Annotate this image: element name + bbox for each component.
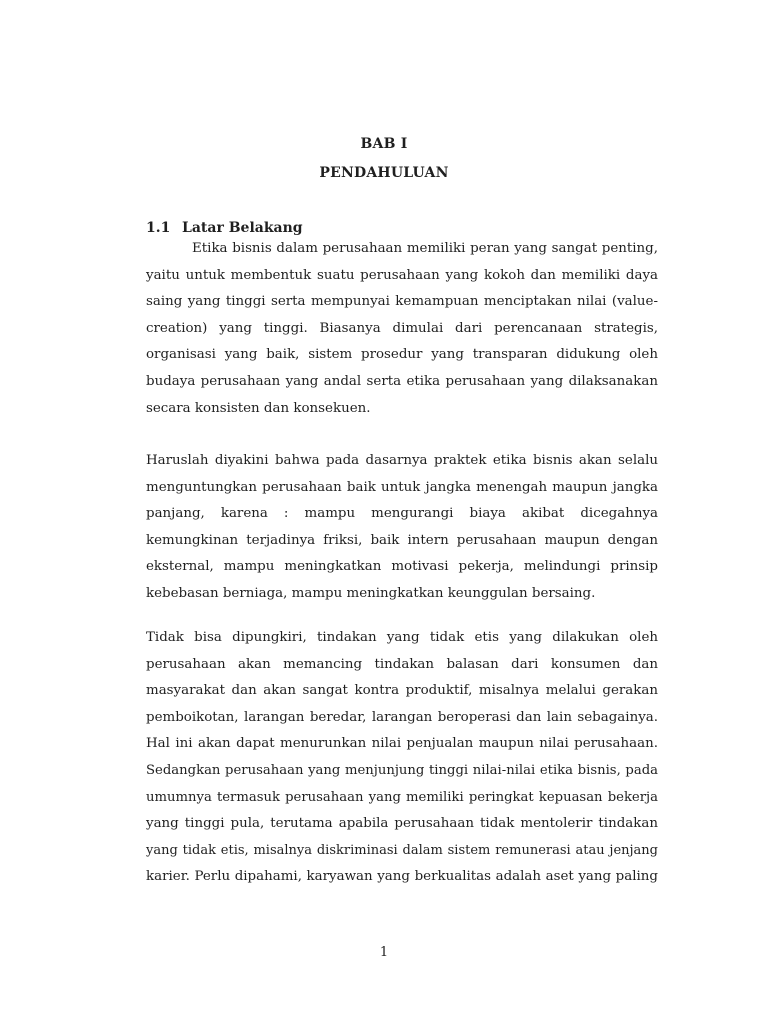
- paragraph-line: yang tidak etis, misalnya diskriminasi dalam sistem remunerasi atau jenjang: [146, 842, 658, 858]
- paragraph-line: karier. Perlu dipahami, karyawan yang berkualitas adalah aset yang paling: [146, 869, 658, 885]
- section-heading: [146, 220, 303, 236]
- paragraph-line: perusahaan akan memancing tindakan balasan dari konsumen dan: [146, 656, 658, 672]
- paragraph-line: saing yang tinggi serta mempunyai kemampuan menciptakan nilai (value-: [146, 294, 658, 310]
- paragraph-line: Tidak bisa dipungkiri, tindakan yang tidak etis yang dilakukan oleh: [146, 630, 658, 645]
- paragraph-line: creation) yang tinggi. Biasanya dimulai dari perencanaan strategis,: [146, 320, 658, 336]
- paragraph-line: masyarakat dan akan sangat kontra produktif, misalnya melalui gerakan: [146, 683, 658, 699]
- paragraph-line: eksternal, mampu meningkatkan motivasi pekerja, melindungi prinsip: [146, 559, 658, 575]
- paragraph-line: pemboikotan, larangan beredar, larangan beroperasi dan lain sebagainya.: [146, 709, 658, 725]
- paragraph-line: kemungkinan terjadinya friksi, baik intern perusahaan maupun dengan: [146, 532, 658, 548]
- paragraph-line: yang tinggi pula, terutama apabila perusahaan tidak mentolerir tindakan: [146, 816, 658, 832]
- paragraph-line: umumnya termasuk perusahaan yang memiliki peringkat kepuasan bekerja: [146, 789, 658, 805]
- paragraph-line: kebebasan berniaga, mampu meningkatkan keunggulan bersaing.: [146, 585, 596, 601]
- page-number: 1: [379, 945, 389, 960]
- paragraph-line: organisasi yang baik, sistem prosedur yang transparan didukung oleh: [146, 347, 658, 363]
- paragraph-line: panjang, karena : mampu mengurangi biaya akibat dicegahnya: [146, 506, 658, 522]
- paragraph-1: [146, 236, 658, 422]
- paragraph-line: menguntungkan perusahaan baik untuk jangka menengah maupun jangka: [146, 479, 658, 495]
- paragraph-line: budaya perusahaan yang andal serta etika perusahaan yang dilaksanakan: [146, 373, 658, 389]
- paragraph-2: [146, 448, 658, 608]
- section-number: 1.1: [146, 220, 171, 236]
- section-title: Latar Belakang: [182, 220, 303, 236]
- chapter-title: PENDAHULUAN: [319, 165, 449, 181]
- paragraph-line: Hal ini akan dapat menurunkan nilai penjualan maupun nilai perusahaan.: [146, 736, 658, 752]
- chapter-number: BAB I: [360, 136, 408, 152]
- paragraph-line: yaitu untuk membentuk suatu perusahaan yang kokoh dan memiliki daya: [146, 267, 658, 283]
- paragraph-line: secara konsisten dan konsekuen.: [146, 400, 371, 416]
- paragraph-line: Sedangkan perusahaan yang menjunjung tinggi nilai-nilai etika bisnis, pada: [146, 762, 658, 778]
- paragraph-3: [146, 625, 658, 891]
- paragraph-line: Etika bisnis dalam perusahaan memiliki peran yang sangat penting,: [192, 241, 658, 256]
- paragraph-line: Haruslah diyakini bahwa pada dasarnya praktek etika bisnis akan selalu: [146, 453, 658, 468]
